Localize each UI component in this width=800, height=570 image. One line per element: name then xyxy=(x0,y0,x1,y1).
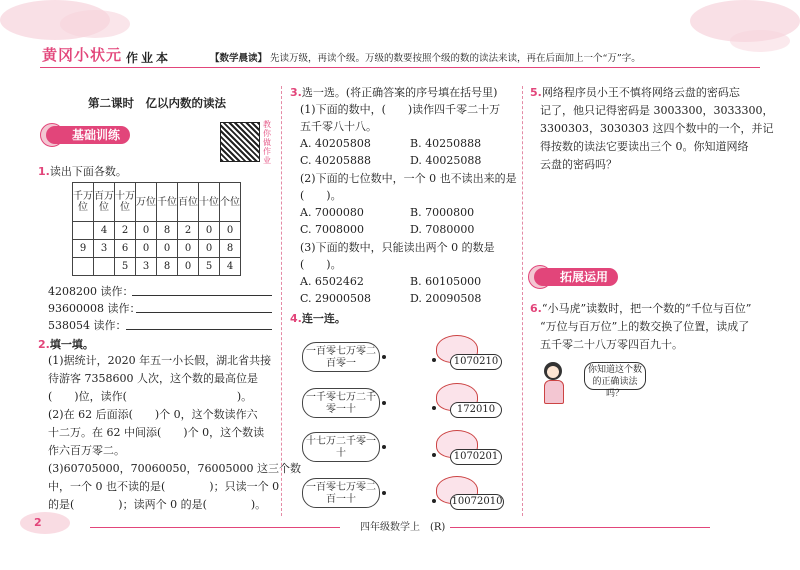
lesson-title: 第二课时 亿以内数的读法 xyxy=(88,96,226,110)
table-cell: 3 xyxy=(136,258,157,276)
q2-text-line: (2)在 62 后面添( )个 0，这个数读作六 xyxy=(48,408,258,421)
connect-dot[interactable] xyxy=(432,406,436,410)
number-tag[interactable]: 172010 xyxy=(450,402,502,418)
q3-text-line: (2)下面的七位数中，一个 0 也不读出来的是 xyxy=(300,172,517,185)
q3-text-line: (1)下面的数中，( )读作四千零二十万 xyxy=(300,103,501,116)
connect-dot[interactable] xyxy=(432,358,436,362)
q5-text-line: 3300303，3030303 这四个数中的一个，并记 xyxy=(540,122,774,135)
table-cell: 5 xyxy=(199,258,220,276)
brand-logo: 黄冈小状元 xyxy=(42,46,123,64)
page-number: 2 xyxy=(34,516,42,529)
footer-title: 四年级数学上 (R) xyxy=(360,522,446,533)
read-prompt-1: 4208200 读作： xyxy=(48,285,134,298)
q3-number: 3. xyxy=(290,86,302,99)
table-cell: 2 xyxy=(115,222,136,240)
table-header-cell: 十位 xyxy=(199,183,220,222)
table-cell: 3 xyxy=(94,240,115,258)
table-cell: 2 xyxy=(178,222,199,240)
table-cell: 8 xyxy=(157,258,178,276)
option[interactable]: D. 7080000 xyxy=(410,223,475,236)
header-divider xyxy=(40,67,760,68)
option[interactable]: C. 7008000 xyxy=(300,223,365,236)
option[interactable]: B. 60105000 xyxy=(410,275,482,288)
q3-text-line: 五千零八十八。 xyxy=(300,120,377,133)
footer-line xyxy=(450,527,710,528)
tip-label: 【数学晨读】 xyxy=(210,53,268,64)
table-cell: 0 xyxy=(136,240,157,258)
connect-dot[interactable] xyxy=(382,491,386,495)
column-divider xyxy=(522,86,523,516)
table-cell: 0 xyxy=(178,240,199,258)
girl-illustration xyxy=(540,362,566,402)
number-tag[interactable]: 10072010 xyxy=(450,494,504,510)
girl-dress-icon xyxy=(544,380,564,404)
q6-text-line: 五千零二十八万零四百九十。 xyxy=(540,338,683,351)
speech-bubble: 你知道这个数的正确读法吗？ xyxy=(584,362,646,390)
table-header-cell: 万位 xyxy=(136,183,157,222)
qr-caption: 教你做作业 xyxy=(263,120,271,165)
table-header-cell: 百万位 xyxy=(94,183,115,222)
table-cell: 9 xyxy=(73,240,94,258)
q2-number: 2. xyxy=(38,338,50,351)
cloud-label[interactable]: 一千零七万二千零一十 xyxy=(302,388,380,418)
section-expand-label: 拓展运用 xyxy=(534,268,618,286)
table-header-cell: 千万位 xyxy=(73,183,94,222)
option[interactable]: D. 20090508 xyxy=(410,292,482,305)
option[interactable]: C. 29000508 xyxy=(300,292,372,305)
q2-text-line: 中，一个 0 也不读的是( )；只读一个 0 xyxy=(48,480,280,493)
answer-line[interactable] xyxy=(136,302,272,313)
table-header-cell: 百位 xyxy=(178,183,199,222)
q2-text-line: 十二万。在 62 中间添( )个 0，这个数读 xyxy=(48,426,265,439)
cloud-label[interactable]: 十七万二千零一十 xyxy=(302,432,380,462)
q4-title: 连一连。 xyxy=(301,312,346,325)
q6-line xyxy=(530,302,751,316)
column-divider xyxy=(281,86,282,516)
option[interactable]: B. 7000800 xyxy=(410,206,475,219)
footer-line xyxy=(90,527,340,528)
q6-text-line: “小马虎”读数时，把一个数的“千位与百位” xyxy=(541,302,752,315)
math-tip xyxy=(210,50,641,64)
table-cell: 0 xyxy=(157,240,178,258)
q3-text-line: (3)下面的数中，只能读出两个 0 的数是 xyxy=(300,241,495,254)
q6-number: 6. xyxy=(530,302,542,315)
place-value-table xyxy=(72,182,241,276)
q2-text-line: 的是( )；读两个 0 的是( )。 xyxy=(48,498,267,511)
table-cell xyxy=(73,222,94,240)
q1-text: 读出下面各数。 xyxy=(49,165,127,178)
answer-line[interactable] xyxy=(126,319,272,330)
q1-line xyxy=(38,165,127,179)
q3-title: 选一选。(将正确答案的序号填在括号里) xyxy=(301,86,498,99)
header-cloud xyxy=(60,10,130,38)
table-cell: 8 xyxy=(220,240,241,258)
connect-dot[interactable] xyxy=(382,401,386,405)
table-cell: 0 xyxy=(220,222,241,240)
q4-line xyxy=(290,312,346,326)
q3-text-line: ( )。 xyxy=(300,189,342,202)
table-cell: 0 xyxy=(199,240,220,258)
connect-dot[interactable] xyxy=(382,355,386,359)
q3-line xyxy=(290,86,497,100)
table-cell: 0 xyxy=(199,222,220,240)
table-cell: 4 xyxy=(94,222,115,240)
table-cell: 5 xyxy=(115,258,136,276)
table-cell: 8 xyxy=(157,222,178,240)
q2-text-line: ( )位，读作( )。 xyxy=(48,390,253,403)
option[interactable]: A. 6502462 xyxy=(300,275,364,288)
table-cell: 4 xyxy=(220,258,241,276)
q5-text-line: 记了，他只记得密码是 3003300，3033300， xyxy=(540,104,774,117)
tip-text: 先读万级，再读个级。万级的数要按照个级的数的读法来读，再在后面加上一个“万”字。 xyxy=(270,53,641,64)
number-tag[interactable]: 1070201 xyxy=(450,449,502,465)
q5-text-line: 网络程序员小王不慎将网络云盘的密码忘 xyxy=(541,86,740,99)
cloud-label[interactable]: 一百零七万零二百零一 xyxy=(302,342,380,372)
q2-line xyxy=(38,338,94,352)
q2-text-line: 待游客 7358600 人次，这个数的最高位是 xyxy=(48,372,258,385)
footer-cloud xyxy=(20,512,70,534)
connect-dot[interactable] xyxy=(432,453,436,457)
option[interactable]: D. 40025088 xyxy=(410,154,482,167)
table-cell: 0 xyxy=(136,222,157,240)
option[interactable]: B. 40250888 xyxy=(410,137,482,150)
table-header-row xyxy=(73,183,241,222)
q4-number: 4. xyxy=(290,312,302,325)
option[interactable]: A. 40205808 xyxy=(300,137,371,150)
q5-number: 5. xyxy=(530,86,542,99)
number-tag[interactable]: 1070210 xyxy=(450,354,502,370)
table-header-cell: 十万位 xyxy=(115,183,136,222)
table-row xyxy=(73,258,241,276)
option[interactable]: A. 7000080 xyxy=(300,206,364,219)
table-header-cell: 千位 xyxy=(157,183,178,222)
table-cell xyxy=(73,258,94,276)
connect-dot[interactable] xyxy=(382,445,386,449)
girl-face-icon xyxy=(547,366,559,378)
answer-line[interactable] xyxy=(132,285,272,296)
q5-line xyxy=(530,86,740,100)
option[interactable]: C. 40205888 xyxy=(300,154,372,167)
q2-text-line: (3)60705000，70060050，76005000 这三个数 xyxy=(48,462,302,475)
q6-text-line: “万位与百万位”上的数交换了位置，读成了 xyxy=(540,320,750,333)
section-basic-label: 基础训练 xyxy=(46,126,130,144)
table-cell xyxy=(94,258,115,276)
table-row xyxy=(73,240,241,258)
table-cell: 0 xyxy=(178,258,199,276)
book-type-label: 作业本 xyxy=(126,51,172,65)
header-cloud xyxy=(730,30,790,52)
q1-number: 1. xyxy=(38,165,50,178)
read-prompt-2: 93600008 读作： xyxy=(48,302,141,315)
qr-code[interactable] xyxy=(220,122,260,162)
q5-text-line: 云盘的密码吗？ xyxy=(540,158,617,171)
q2-text-line: 作六百万零二。 xyxy=(48,444,125,457)
read-prompt-3: 538054 读作： xyxy=(48,319,127,332)
q3-text-line: ( )。 xyxy=(300,258,342,271)
table-row xyxy=(73,222,241,240)
cloud-label[interactable]: 一百零七万零二百一十 xyxy=(302,478,380,508)
table-cell: 6 xyxy=(115,240,136,258)
q2-text-line: (1)据统计，2020 年五一小长假，湖北省共接 xyxy=(48,354,272,367)
q2-title: 填一填。 xyxy=(49,338,94,351)
table-header-cell: 个位 xyxy=(220,183,241,222)
q5-text-line: 得按数的读法它要读出三个 0。你知道网络 xyxy=(540,140,749,153)
connect-dot[interactable] xyxy=(432,499,436,503)
